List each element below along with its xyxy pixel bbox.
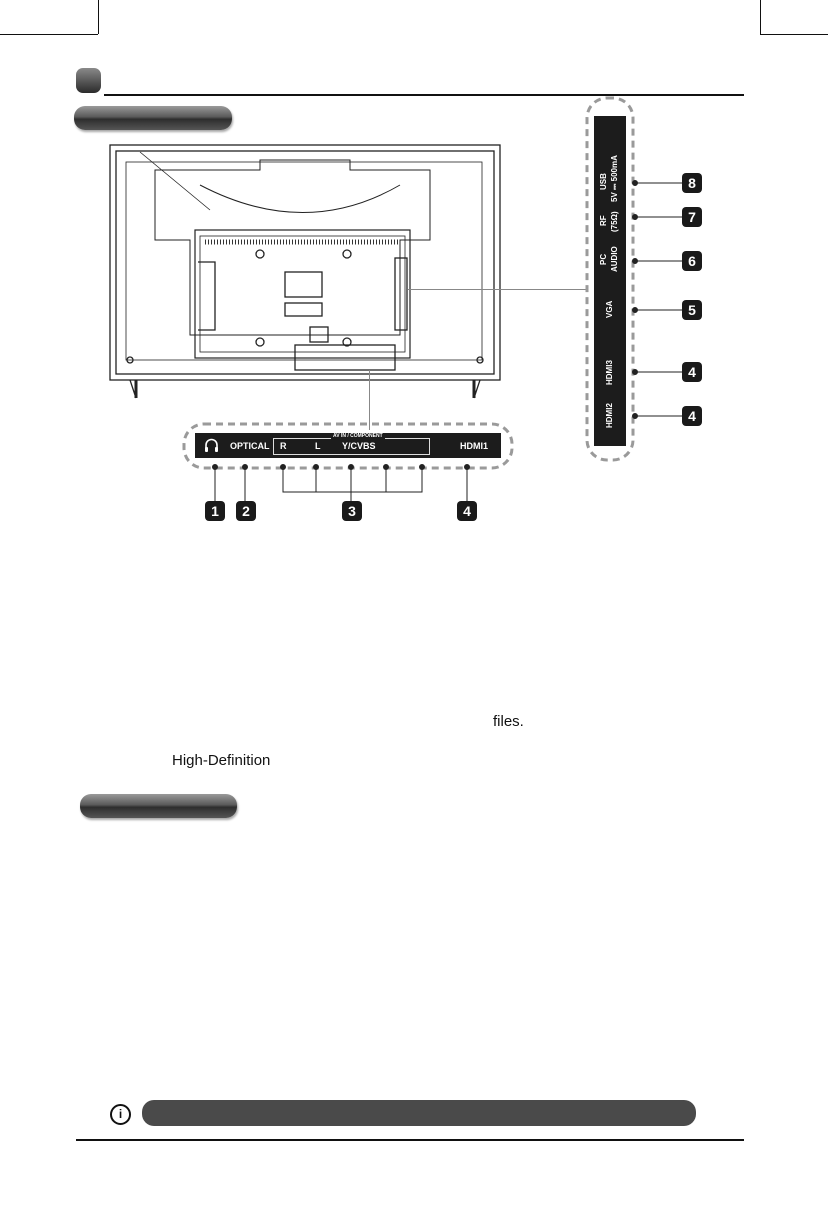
audio-l-label: L [315,441,321,451]
section-heading-pill-1 [74,106,232,130]
hdmi3-label: HDMI3 [605,360,614,385]
callout-3: 3 [342,501,362,521]
leader-side [408,289,588,290]
callout-4-hdmi1: 4 [457,501,477,521]
header-rule [104,94,744,96]
tv-back-illustration [100,130,520,430]
callout-4-hdmi2: 4 [682,406,702,426]
optical-label: OPTICAL [230,441,270,451]
callout-1: 1 [205,501,225,521]
usb-spec: 5V ⎓ 500mA [610,155,619,202]
pc-label: PC [599,253,608,265]
vga-label: VGA [605,300,614,318]
text-files: files. [493,713,524,730]
rf-label: RF [599,215,608,226]
callout-5: 5 [682,300,702,320]
leader-bottom [369,370,370,430]
callout-7: 7 [682,207,702,227]
audio-label: AUDIO [610,246,619,272]
rf-spec: (75Ω) [610,211,619,232]
callout-4-hdmi3: 4 [682,362,702,382]
hdmi1-label: HDMI1 [460,441,489,451]
section-badge [76,68,101,93]
av-in-header: AV IN / COMPONENT [333,433,383,439]
hdmi2-label: HDMI2 [605,403,614,428]
info-icon: i [110,1104,131,1125]
callout-8: 8 [682,173,702,193]
footer-rule [76,1139,744,1141]
note-bar [142,1100,696,1126]
text-high-definition: High-Definition [172,752,271,769]
audio-r-label: R [280,441,287,451]
side-callout-leaders [630,170,690,430]
callout-2: 2 [236,501,256,521]
ycvbs-label: Y/CVBS [342,441,376,451]
usb-label: USB [599,173,608,190]
headphones-icon [204,438,219,453]
callout-6: 6 [682,251,702,271]
section-heading-pill-2 [80,794,237,818]
